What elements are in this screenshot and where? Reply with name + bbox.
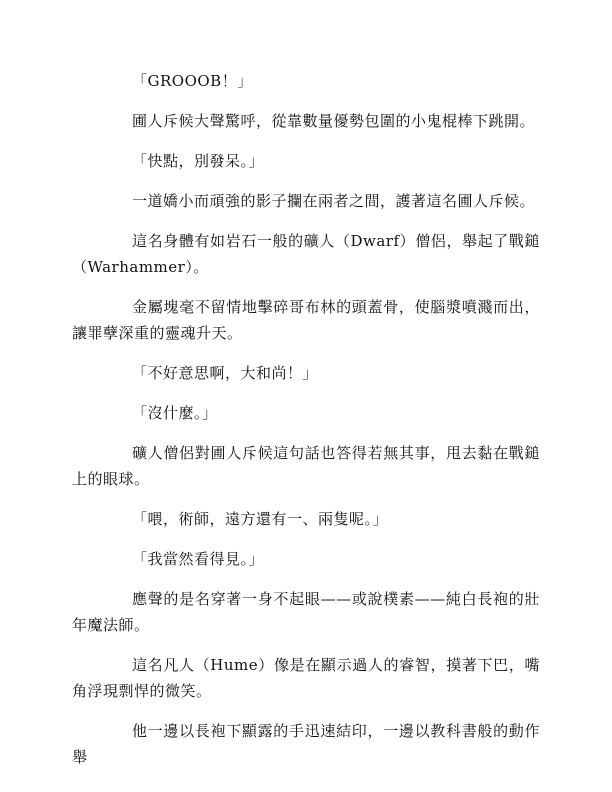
paragraph-13: 這名凡人（Hume）像是在顯示過人的睿智，摸著下巴，嘴角浮現剽悍的微笑。 <box>72 656 540 700</box>
paragraph-1: 「GROOOB！」 <box>132 72 253 90</box>
paragraph-5: 這名身體有如岩石一般的礦人（Dwarf）僧侶，舉起了戰鎚（Warhammer）。 <box>72 232 540 276</box>
paragraph-10: 「喂，術師，遠方還有一、兩隻呢。」 <box>132 510 389 528</box>
paragraph-6: 金屬塊毫不留情地擊碎哥布林的頭蓋骨，使腦漿噴濺而出，讓罪孽深重的靈魂升天。 <box>72 298 540 342</box>
paragraph-12: 應聲的是名穿著一身不起眼——或說樸素——純白長袍的壯年魔法師。 <box>72 590 540 634</box>
paragraph-4: 一道嬌小而頑強的影子攔在兩者之間，護著這名圃人斥候。 <box>132 192 536 210</box>
paragraph-2: 圃人斥候大聲驚呼，從靠數量優勢包圍的小鬼棍棒下跳開。 <box>132 112 536 130</box>
paragraph-14: 他一邊以長袍下顯露的手迅速結印，一邊以教科書般的動作舉 <box>72 722 540 766</box>
paragraph-8: 「沒什麼。」 <box>132 404 218 422</box>
paragraph-7: 「不好意思啊，大和尚！」 <box>132 364 319 382</box>
paragraph-9: 礦人僧侶對圃人斥候這句話也答得若無其事，甩去黏在戰鎚上的眼球。 <box>72 444 540 488</box>
paragraph-3: 「快點，別發呆。」 <box>132 152 265 170</box>
body-text <box>72 68 540 784</box>
paragraph-11: 「我當然看得見。」 <box>132 550 265 568</box>
